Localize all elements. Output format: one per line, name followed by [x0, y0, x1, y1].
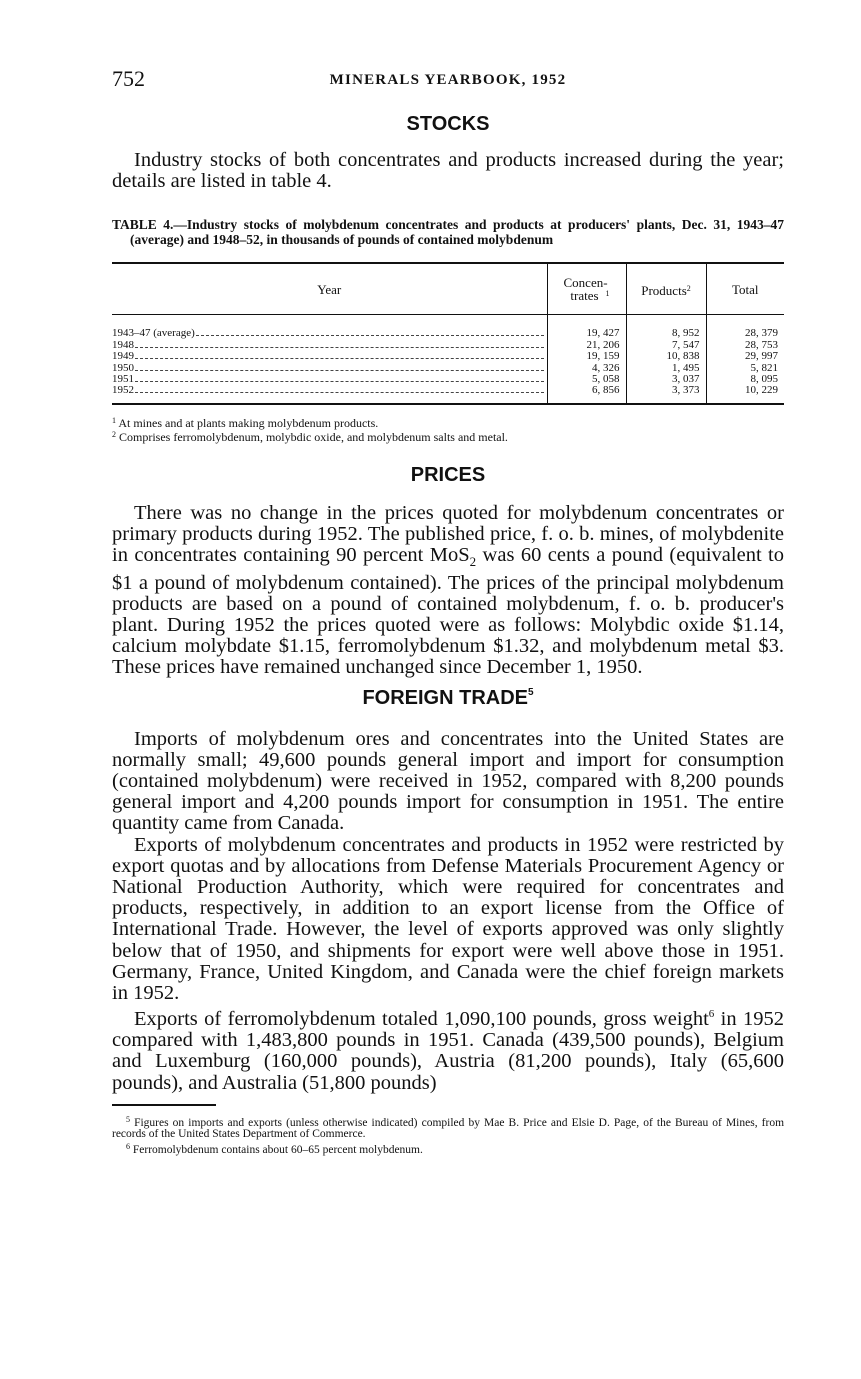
prices-paragraph — [112, 503, 784, 679]
document-page — [112, 66, 784, 1156]
col-concentrates — [547, 263, 626, 315]
row-year-cell — [112, 363, 547, 374]
leader-dots — [135, 385, 544, 393]
footnote-text: Ferromolybdenum contains about 60–65 percent molybdenum. — [132, 1143, 423, 1156]
foreign-trade-paragraph-3 — [112, 1004, 784, 1094]
leader-dots — [135, 340, 544, 348]
footnote-mark: 5 — [126, 1114, 130, 1124]
note-text: Comprises ferromolybdenum, molybdic oxide, and molybdenum salts and metal. — [119, 430, 508, 445]
footnote — [112, 1114, 784, 1141]
row-year: 1952 — [112, 384, 134, 397]
foreign-trade-footnote-mark: 5 — [528, 686, 534, 698]
row-year-cell — [112, 340, 547, 351]
ft-p3-part2: in 1952 compared with 1,483,800 pounds in 1951. Canada (439,500 pounds), Belgium and Luxemburg (160,000 pounds), Austria (81,200 pounds), Italy (65,600 pounds), and Australia (51,800 pounds) — [112, 1008, 784, 1094]
stocks-paragraph: Industry stocks of both concentrates and products increased during the year; details are listed in table 4. — [112, 149, 784, 193]
cell-total: 8, 095 — [706, 374, 784, 385]
cell-total: 28, 753 — [706, 340, 784, 351]
row-year: 1951 — [112, 373, 134, 386]
table-header-row — [112, 263, 784, 315]
foreign-trade-paragraph-2: Exports of molybdenum concentrates and products in 1952 were restricted by export quotas and by allocations from Defense Materials Procurement Agency or National Production Authority, which were required for concentrates and products, respectively, in addition to an export license from the Office of International Trade. However, the level of exports approved was only slightly below that of 1950, and shipments for export were well above those in 1951. Germany, France, United Kingdom, and Canada were the chief foreign markets in 1952. — [112, 833, 784, 1004]
stocks-heading: STOCKS — [406, 113, 490, 135]
cell-concentrates: 6, 856 — [547, 385, 626, 403]
cell-concentrates: 19, 159 — [547, 351, 626, 362]
cell-products: 3, 373 — [626, 385, 706, 403]
footnote — [112, 1141, 784, 1157]
note-mark: 1 — [112, 415, 116, 425]
row-year-cell — [112, 385, 547, 403]
col-products-label: Products — [641, 282, 687, 298]
prices-subscript: 2 — [469, 554, 477, 570]
stocks-table — [112, 262, 784, 404]
row-year: 1950 — [112, 361, 134, 374]
footnote-divider — [112, 1104, 216, 1106]
row-year: 1943–47 (average) — [112, 327, 195, 340]
cell-products: 1, 495 — [626, 363, 706, 374]
cell-products: 3, 037 — [626, 374, 706, 385]
cell-products: 10, 838 — [626, 351, 706, 362]
col-year: Year — [112, 263, 547, 315]
footnote-text: Figures on imports and exports (unless otherwise indicated) compiled by Mae B. Price and Elsie D. Page, of the Bureau of Mines, from records of the United States Department of Commerce. — [112, 1116, 785, 1141]
table-notes — [112, 415, 784, 444]
note-text: At mines and at plants making molybdenum products. — [118, 415, 379, 430]
prices-heading: PRICES — [410, 463, 486, 486]
col-products-note: 2 — [686, 283, 691, 293]
row-year-cell — [112, 351, 547, 362]
cell-concentrates: 19, 427 — [547, 315, 626, 340]
row-year: 1948 — [112, 338, 134, 351]
col-products — [626, 263, 706, 315]
table-note — [112, 429, 784, 444]
running-title: MINERALS YEARBOOK, 1952 — [329, 72, 567, 88]
cell-products: 8, 952 — [626, 315, 706, 340]
footnote-mark: 6 — [126, 1141, 130, 1151]
page-header — [112, 66, 784, 96]
prices-text-part2: was 60 cents a pound (equivalent to $1 a pound of molybdenum contained). The prices of the principal molybdenum products are based on a pound of contained molybdenum, f. o. b. producer's plant. During 1952 the prices quoted were as follows: Molybdic oxide $1.14, calcium molybdate $1.15, ferromolybdenum $1.32, and molybdenum metal $3. These prices have remained unchanged since December 1, 1950. — [112, 544, 784, 679]
row-year: 1949 — [112, 350, 134, 363]
table-row — [112, 385, 784, 403]
table-row — [112, 315, 784, 340]
leader-dots — [135, 374, 544, 382]
leader-dots — [196, 328, 544, 336]
row-year-cell — [112, 374, 547, 385]
table4-caption: TABLE 4.—Industry stocks of molybdenum concentrates and products at producers' plants, Dec. 31, 1943–47 (average) and 1948–52, in thousands of pounds of contained molybdenum — [112, 217, 784, 248]
cell-concentrates: 21, 206 — [547, 340, 626, 351]
col-concentrates-label: Concen-trates — [563, 275, 608, 304]
col-total: Total — [706, 263, 784, 315]
cell-total: 10, 229 — [706, 385, 784, 403]
ft-p3-part1: Exports of ferromolybdenum totaled 1,090,100 pounds, gross weight — [134, 1008, 709, 1031]
cell-products: 7, 547 — [626, 340, 706, 351]
page-number: 752 — [112, 66, 145, 91]
foreign-trade-paragraph-1: Imports of molybdenum ores and concentrates into the United States are normally small; 49,600 pounds general import and import for consumption (contained molybdenum) were received in 1952, compared with 8,200 pounds general import and 4,200 pounds import for consumption in 1951. The entire quantity came from Canada. — [112, 727, 784, 835]
foreign-trade-heading — [112, 687, 784, 710]
leader-dots — [135, 351, 544, 359]
leader-dots — [135, 363, 544, 371]
cell-concentrates: 5, 058 — [547, 374, 626, 385]
row-year-cell — [112, 315, 547, 340]
ft-p3-footnote-mark: 6 — [708, 1008, 715, 1021]
col-concentrates-note: 1 — [605, 289, 610, 299]
note-mark: 2 — [112, 430, 116, 440]
cell-concentrates: 4, 326 — [547, 363, 626, 374]
cell-total: 5, 821 — [706, 363, 784, 374]
foreign-trade-heading-text: FOREIGN TRADE — [362, 686, 528, 709]
cell-total: 28, 379 — [706, 315, 784, 340]
table-row — [112, 351, 784, 362]
cell-total: 29, 997 — [706, 351, 784, 362]
table-note — [112, 415, 784, 430]
prices-text-part1: There was no change in the prices quoted for molybdenum concentrates or primary products during 1952. The published price, f. o. b. mines, of molybdenite in concentrates containing 90 percent MoS — [112, 501, 784, 567]
